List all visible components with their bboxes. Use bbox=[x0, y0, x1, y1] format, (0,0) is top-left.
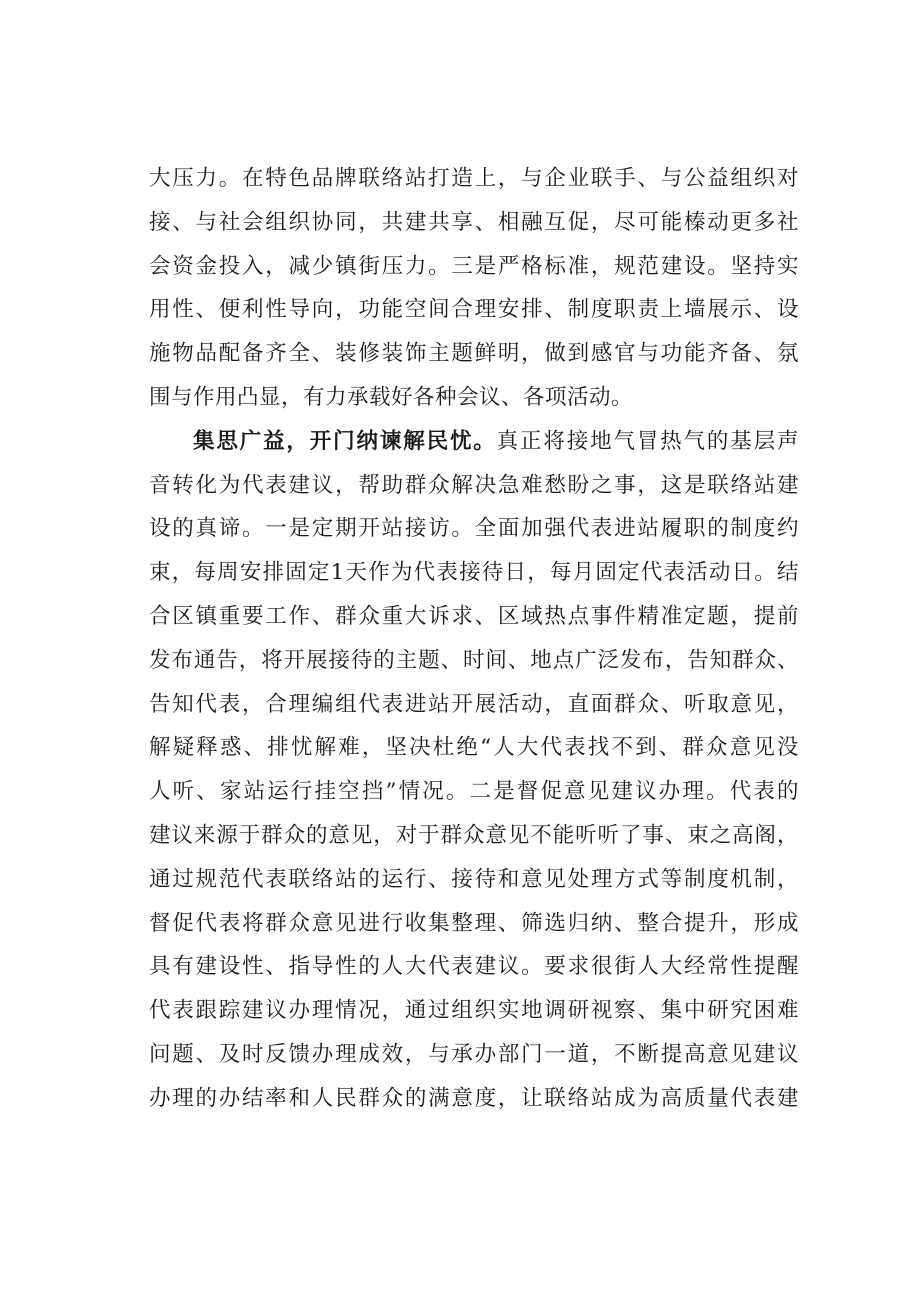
text-line: 办理的办结率和人民群众的满意度，让联络站成为高质量代表建 bbox=[149, 1085, 799, 1111]
text-line: 用性、便利性导向，功能空间合理安排、制度职责上墙展示、设 bbox=[149, 297, 799, 323]
text-line: 设的真谛。一是定期开站接访。全面加强代表进站履职的制度约 bbox=[149, 516, 799, 542]
text-line: 接、与社会组织协同，共建共享、相融互促，尽可能榛动更多社 bbox=[149, 209, 799, 235]
text-line: 施物品配备齐全、装修装饰主题鲜明，做到感官与功能齐备、氛 bbox=[149, 341, 799, 367]
text-run: 真正将接地气冒热气的基层声 bbox=[496, 428, 799, 454]
text-line: 发布通告，将开展接待的主题、时间、地点广泛发布，告知群众、 bbox=[149, 647, 799, 673]
paragraph-first-line bbox=[149, 420, 799, 464]
text-line: 围与作用凸显，有力承载好各种会议、各项活动。 bbox=[149, 384, 634, 410]
text-line: 会资金投入，减少镇街压力。三是严格标准，规范建设。坚持实 bbox=[149, 253, 799, 279]
text-line: 解疑释惑、排忧解难，坚决杜绝“人大代表找不到、群众意见没 bbox=[149, 735, 799, 761]
text-line: 合区镇重要工作、群众重大诉求、区域热点事件精准定题，提前 bbox=[149, 603, 799, 629]
body-text bbox=[149, 157, 799, 1121]
paragraph-heading: 集思广益，开门纳谏解民忧。 bbox=[193, 428, 497, 454]
text-line: 音转化为代表建议，帮助群众解决急难愁盼之事，这是联络站建 bbox=[149, 472, 799, 498]
text-line: 通过规范代表联络站的运行、接待和意见处理方式等制度机制， bbox=[149, 866, 799, 892]
text-line: 问题、及时反馈办理成效，与承办部门一道，不断提高意见建议 bbox=[149, 1041, 799, 1067]
text-line: 人听、家站运行挂空挡”情况。二是督促意见建议办理。代表的 bbox=[149, 779, 799, 805]
text-line: 建议来源于群众的意见，对于群众意见不能听听了事、束之高阁， bbox=[149, 822, 799, 848]
text-line: 束，每周安排固定1天作为代表接待日，每月固定代表活动日。结 bbox=[149, 560, 799, 586]
text-line: 具有建设性、指导性的人大代表建议。要求很街人大经常性提醒 bbox=[149, 954, 799, 980]
text-line: 督促代表将群众意见进行收集整理、筛选归纳、整合提升，形成 bbox=[149, 910, 799, 936]
text-line: 告知代表，合理编组代表进站开展活动，直面群众、听取意见， bbox=[149, 691, 799, 717]
text-line: 代表跟踪建议办理情况，通过组织实地调研视察、集中研究困难 bbox=[149, 998, 799, 1024]
text-line: 大压力。在特色品牌联络站打造上，与企业联手、与公益组织对 bbox=[149, 166, 799, 191]
